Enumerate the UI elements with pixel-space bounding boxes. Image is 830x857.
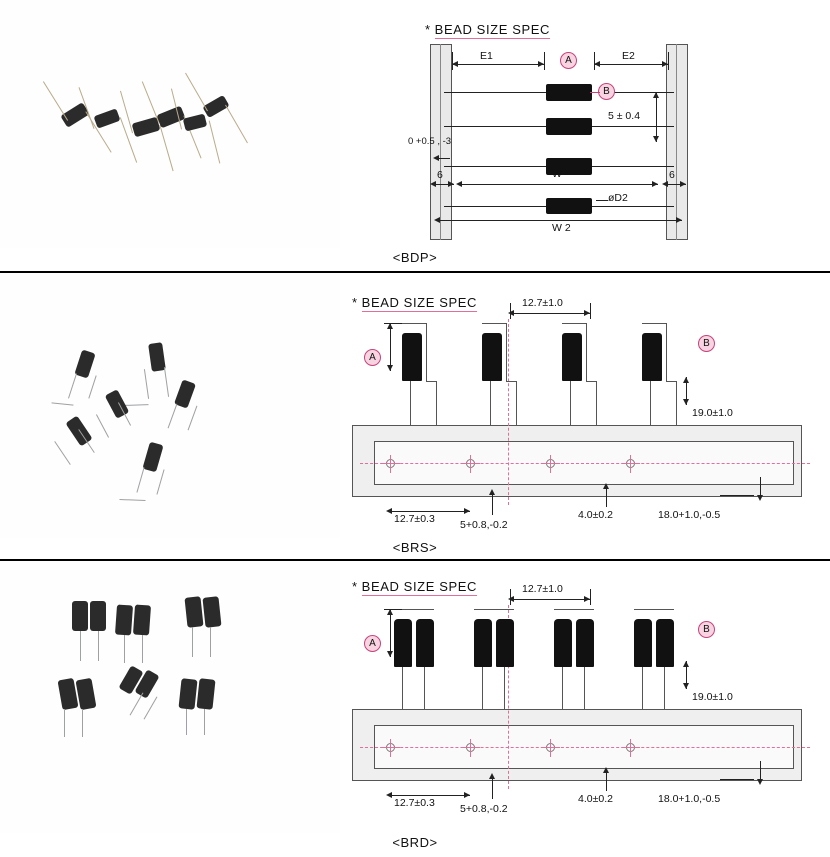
spec-drawing-brs xyxy=(340,273,830,538)
section-brs xyxy=(0,271,830,559)
product-photo-bdp xyxy=(0,0,340,248)
photo-bdp xyxy=(0,0,340,248)
bead-body xyxy=(546,198,592,214)
dim-e1: E1 xyxy=(480,50,493,62)
dim-5: 5+0.8,-0.2 xyxy=(460,519,508,531)
section-brd xyxy=(0,559,830,855)
callout-b: B xyxy=(598,83,615,100)
bead-body xyxy=(546,84,592,101)
bead-body xyxy=(546,118,592,135)
dim-e2: E2 xyxy=(622,50,635,62)
callout-b: B xyxy=(698,335,715,352)
dim-right-6: 6 xyxy=(669,169,675,181)
dim-4: 4.0±0.2 xyxy=(578,793,613,805)
spec-title-brs: * BEAD SIZE SPEC xyxy=(352,295,477,310)
spec-drawing-brd xyxy=(340,561,830,833)
dim-pitch-top: 12.7±1.0 xyxy=(522,297,563,309)
dim-pitch-bottom: 12.7±0.3 xyxy=(394,513,435,525)
tape-rail-right xyxy=(666,44,688,240)
spec-title-bdp: * BEAD SIZE SPEC xyxy=(425,22,550,37)
dim-w: W xyxy=(552,168,562,180)
product-photo-brs xyxy=(0,273,340,538)
dim-19: 19.0±1.0 xyxy=(692,691,733,703)
spec-title-brd: * BEAD SIZE SPEC xyxy=(352,579,477,594)
dim-5: 5+0.8,-0.2 xyxy=(460,803,508,815)
caption-bdp: <BDP> xyxy=(392,250,438,265)
section-bdp xyxy=(0,0,830,271)
dim-tolerance: 0 +0.5 , -3 xyxy=(408,136,452,147)
dim-19: 19.0±1.0 xyxy=(692,407,733,419)
dim-pitch-bottom: 12.7±0.3 xyxy=(394,797,435,809)
callout-a: A xyxy=(560,52,577,69)
photo-brs xyxy=(0,273,340,538)
spec-drawing-bdp xyxy=(340,0,830,248)
product-photo-brd xyxy=(0,561,340,833)
dim-18: 18.0+1.0,-0.5 xyxy=(658,509,721,521)
callout-b: B xyxy=(698,621,715,638)
dim-d2: øD2 xyxy=(608,192,628,204)
photo-brd xyxy=(0,561,340,833)
callout-a: A xyxy=(364,635,381,652)
caption-brs: <BRS> xyxy=(392,540,438,555)
dim-left-6: 6 xyxy=(437,169,443,181)
dim-18: 18.0+1.0,-0.5 xyxy=(658,793,721,805)
caption-brd: <BRD> xyxy=(392,835,438,850)
dim-pitch-top: 12.7±1.0 xyxy=(522,583,563,595)
dim-4: 4.0±0.2 xyxy=(578,509,613,521)
callout-a: A xyxy=(364,349,381,366)
dim-w2: W 2 xyxy=(552,222,571,234)
dim-height: 5 ± 0.4 xyxy=(608,110,641,122)
